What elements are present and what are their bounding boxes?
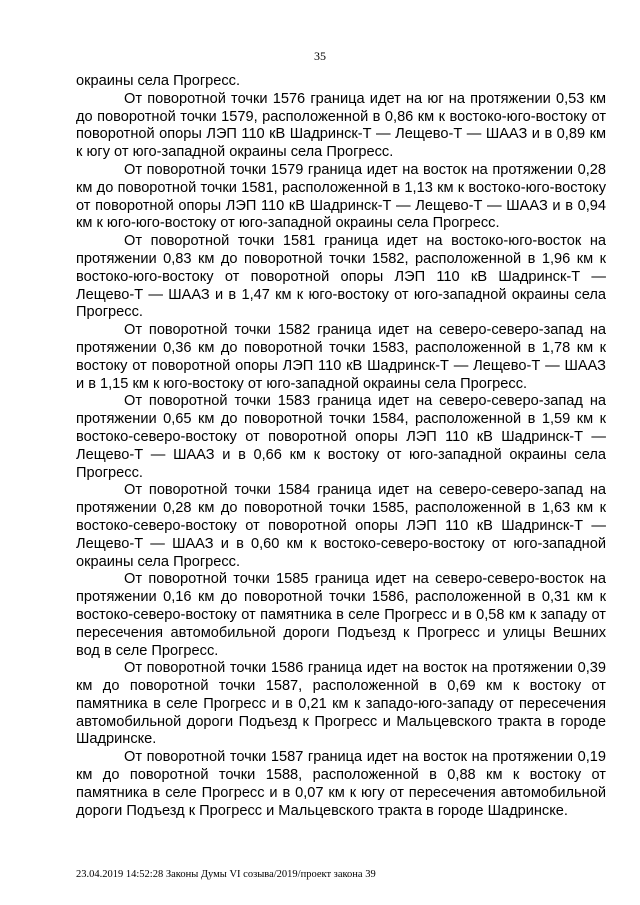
paragraph: окраины села Прогресс.: [76, 73, 241, 89]
paragraph: От поворотной точки 1583 граница идет на северо-северо-запад на протяжении 0,65 км до поворотной точки 1584, расположенной в 1,59 км к востоко-северо-востоку от поворотной опоры ЛЭП 110 кВ Шадринск-Т — Лещево-Т — ШААЗ и в 0,66 км к востоку от юго-западной окраины села Прогресс.: [76, 393, 606, 481]
paragraph: От поворотной точки 1579 граница идет на восток на протяжении 0,28 км до поворотной точки 1581, расположенной в 1,13 км к востоко-юго-востоку от поворотной опоры ЛЭП 110 кВ Шадринск-Т — Лещево-Т — ШААЗ и в 0,94 км к юго-юго-востоку от юго-западной окраины села Прогресс.: [76, 161, 606, 232]
paragraph: От поворотной точки 1585 граница идет на северо-северо-восток на протяжении 0,16 км до поворотной точки 1586, расположенной в 0,31 км к востоко-северо-востоку от памятника в селе Прогресс и в 0,58 км к западу от пересечения автомобильной дороги Подъезд к Прогресс и улицы Вешних вод в селе Прогресс.: [76, 571, 606, 659]
document-footer: 23.04.2019 14:52:28 Законы Думы VI созыва/2019/проект закона 39: [76, 869, 376, 880]
page-number: 35: [314, 49, 326, 63]
paragraph: От поворотной точки 1576 граница идет на юг на протяжении 0,53 км до поворотной точки 1579, расположенной в 0,86 км к востоко-юго-востоку от поворотной опоры ЛЭП 110 кВ Шадринск-Т — Лещево-Т — ШААЗ и в 0,89 км к югу от юго-западной окраины села Прогресс.: [76, 90, 606, 161]
paragraph: От поворотной точки 1582 граница идет на северо-северо-запад на протяжении 0,36 км до поворотной точки 1583, расположенной в 1,78 км к востоку от поворотной опоры ЛЭП 110 кВ Шадринск-Т — Лещево-Т — ШААЗ и в 1,15 км к юго-востоку от юго-западной окраины села Прогресс.: [76, 322, 606, 392]
paragraph: От поворотной точки 1581 граница идет на востоко-юго-восток на протяжении 0,83 км до поворотной точки 1582, расположенной в 1,96 км к востоко-юго-востоку от поворотной опоры ЛЭП 110 кВ Шадринск-Т — Лещево-Т — ШААЗ и в 1,47 км к юго-востоку от юго-западной окраины села Прогресс.: [76, 233, 606, 321]
paragraph: От поворотной точки 1587 граница идет на восток на протяжении 0,19 км до поворотной точки 1588, расположенной в 0,88 км к востоку от памятника в селе Прогресс и в 0,07 км к югу от пересечения автомобильной дороги Подъезд к Прогресс и Мальцевского тракта в городе Шадринске.: [76, 749, 606, 819]
paragraph: От поворотной точки 1586 граница идет на восток на протяжении 0,39 км до поворотной точки 1587, расположенной в 0,69 км к востоку от памятника в селе Прогресс и в 0,21 км к западо-юго-западу от пересечения автомобильной дороги Подъезд к Прогресс и Мальцевского тракта в городе Шадринске.: [76, 660, 606, 748]
document-body: [76, 73, 606, 820]
paragraph: От поворотной точки 1584 граница идет на северо-северо-запад на протяжении 0,28 км до поворотной точки 1585, расположенной в 1,63 км к востоко-северо-востоку от поворотной опоры ЛЭП 110 кВ Шадринск-Т — Лещево-Т — ШААЗ и в 0,60 км к востоко-северо-востоку от юго-западной окраины села Прогресс.: [76, 482, 606, 570]
